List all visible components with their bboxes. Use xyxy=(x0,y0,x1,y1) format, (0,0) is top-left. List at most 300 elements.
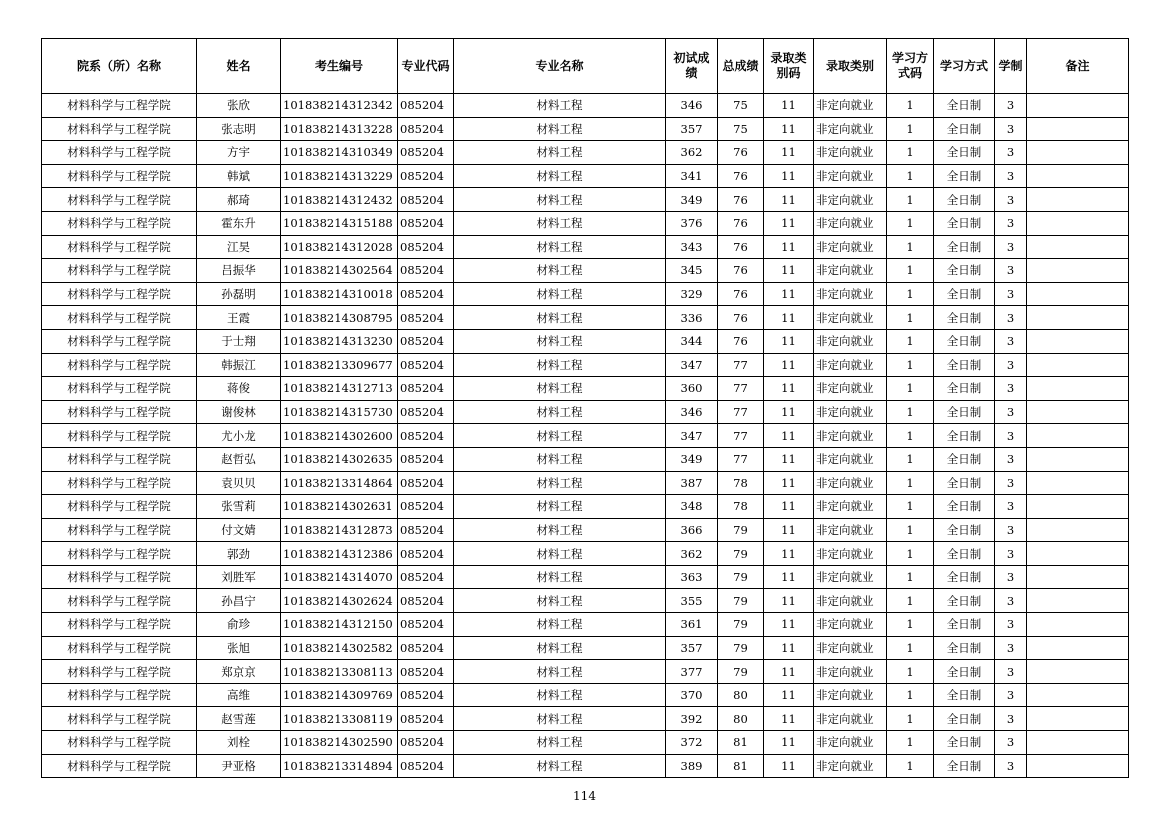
prelim-score-cell: 349 xyxy=(666,447,718,471)
prelim-score-cell: 336 xyxy=(666,306,718,330)
prelim-score-cell: 376 xyxy=(666,211,718,235)
table-row xyxy=(42,211,1129,235)
table-row xyxy=(42,94,1129,118)
duration-cell: 3 xyxy=(995,424,1027,448)
major-name-cell: 材料工程 xyxy=(454,211,666,235)
department-cell: 材料科学与工程学院 xyxy=(42,542,197,566)
page-number: 114 xyxy=(573,789,596,803)
study-mode-cell: 全日制 xyxy=(934,731,995,755)
major-name-cell: 材料工程 xyxy=(454,306,666,330)
major-name-cell: 材料工程 xyxy=(454,282,666,306)
duration-cell: 3 xyxy=(995,400,1027,424)
remarks-cell xyxy=(1027,164,1129,188)
admission-type-cell: 非定向就业 xyxy=(814,683,887,707)
study-mode-cell: 全日制 xyxy=(934,707,995,731)
major-code-cell: 085204 xyxy=(398,377,454,401)
remarks-cell xyxy=(1027,447,1129,471)
name-cell: 付文婧 xyxy=(197,518,281,542)
department-cell: 材料科学与工程学院 xyxy=(42,211,197,235)
prelim-score-cell: 347 xyxy=(666,353,718,377)
department-cell: 材料科学与工程学院 xyxy=(42,329,197,353)
remarks-cell xyxy=(1027,235,1129,259)
table-body xyxy=(42,94,1129,778)
admission-type-code-cell: 11 xyxy=(764,117,814,141)
admission-type-cell: 非定向就业 xyxy=(814,117,887,141)
prelim-score-cell: 370 xyxy=(666,683,718,707)
major-code-cell: 085204 xyxy=(398,306,454,330)
major-name-cell: 材料工程 xyxy=(454,471,666,495)
study-mode-code-cell: 1 xyxy=(887,683,934,707)
name-cell: 俞珍 xyxy=(197,613,281,637)
prelim-score-cell: 357 xyxy=(666,117,718,141)
exam-id-cell: 101838214302600 xyxy=(281,424,398,448)
prelim-score-cell: 361 xyxy=(666,613,718,637)
study-mode-cell: 全日制 xyxy=(934,636,995,660)
major-code-cell: 085204 xyxy=(398,282,454,306)
exam-id-cell: 101838214312342 xyxy=(281,94,398,118)
table-row xyxy=(42,141,1129,165)
admission-type-code-cell: 11 xyxy=(764,377,814,401)
name-cell: 袁贝贝 xyxy=(197,471,281,495)
prelim-score-cell: 346 xyxy=(666,400,718,424)
duration-cell: 3 xyxy=(995,377,1027,401)
department-cell: 材料科学与工程学院 xyxy=(42,282,197,306)
study-mode-code-cell: 1 xyxy=(887,731,934,755)
exam-id-cell: 101838214308795 xyxy=(281,306,398,330)
study-mode-cell: 全日制 xyxy=(934,400,995,424)
total-score-cell: 79 xyxy=(718,636,764,660)
department-cell: 材料科学与工程学院 xyxy=(42,141,197,165)
name-cell: 于士翔 xyxy=(197,329,281,353)
name-cell: 刘栓 xyxy=(197,731,281,755)
table-row xyxy=(42,613,1129,637)
total-score-cell: 75 xyxy=(718,94,764,118)
study-mode-code-cell: 1 xyxy=(887,636,934,660)
department-cell: 材料科学与工程学院 xyxy=(42,306,197,330)
exam-id-cell: 101838214310018 xyxy=(281,282,398,306)
study-mode-cell: 全日制 xyxy=(934,495,995,519)
department-cell: 材料科学与工程学院 xyxy=(42,518,197,542)
total-score-cell: 76 xyxy=(718,164,764,188)
duration-cell: 3 xyxy=(995,754,1027,778)
prelim-score-cell: 348 xyxy=(666,495,718,519)
study-mode-cell: 全日制 xyxy=(934,424,995,448)
major-code-cell: 085204 xyxy=(398,495,454,519)
header-duration: 学制 xyxy=(995,39,1027,94)
exam-id-cell: 101838214314070 xyxy=(281,565,398,589)
major-name-cell: 材料工程 xyxy=(454,94,666,118)
admission-type-cell: 非定向就业 xyxy=(814,188,887,212)
major-name-cell: 材料工程 xyxy=(454,731,666,755)
remarks-cell xyxy=(1027,754,1129,778)
table-row xyxy=(42,542,1129,566)
major-code-cell: 085204 xyxy=(398,518,454,542)
study-mode-code-cell: 1 xyxy=(887,660,934,684)
study-mode-cell: 全日制 xyxy=(934,518,995,542)
header-admission-type-code: 录取类别码 xyxy=(764,39,814,94)
total-score-cell: 76 xyxy=(718,188,764,212)
study-mode-code-cell: 1 xyxy=(887,471,934,495)
major-code-cell: 085204 xyxy=(398,613,454,637)
major-name-cell: 材料工程 xyxy=(454,707,666,731)
major-name-cell: 材料工程 xyxy=(454,377,666,401)
prelim-score-cell: 355 xyxy=(666,589,718,613)
total-score-cell: 76 xyxy=(718,282,764,306)
prelim-score-cell: 344 xyxy=(666,329,718,353)
remarks-cell xyxy=(1027,259,1129,283)
remarks-cell xyxy=(1027,683,1129,707)
total-score-cell: 78 xyxy=(718,471,764,495)
major-name-cell: 材料工程 xyxy=(454,117,666,141)
remarks-cell xyxy=(1027,565,1129,589)
total-score-cell: 77 xyxy=(718,353,764,377)
major-name-cell: 材料工程 xyxy=(454,542,666,566)
major-name-cell: 材料工程 xyxy=(454,329,666,353)
study-mode-cell: 全日制 xyxy=(934,353,995,377)
exam-id-cell: 101838214312386 xyxy=(281,542,398,566)
prelim-score-cell: 349 xyxy=(666,188,718,212)
prelim-score-cell: 366 xyxy=(666,518,718,542)
table-row xyxy=(42,731,1129,755)
duration-cell: 3 xyxy=(995,447,1027,471)
major-code-cell: 085204 xyxy=(398,329,454,353)
major-code-cell: 085204 xyxy=(398,754,454,778)
remarks-cell xyxy=(1027,518,1129,542)
admission-type-code-cell: 11 xyxy=(764,164,814,188)
admission-type-cell: 非定向就业 xyxy=(814,424,887,448)
major-name-cell: 材料工程 xyxy=(454,188,666,212)
department-cell: 材料科学与工程学院 xyxy=(42,707,197,731)
exam-id-cell: 101838214315730 xyxy=(281,400,398,424)
major-code-cell: 085204 xyxy=(398,660,454,684)
major-code-cell: 085204 xyxy=(398,235,454,259)
duration-cell: 3 xyxy=(995,542,1027,566)
total-score-cell: 79 xyxy=(718,589,764,613)
remarks-cell xyxy=(1027,282,1129,306)
name-cell: 韩振江 xyxy=(197,353,281,377)
duration-cell: 3 xyxy=(995,259,1027,283)
study-mode-cell: 全日制 xyxy=(934,306,995,330)
department-cell: 材料科学与工程学院 xyxy=(42,495,197,519)
total-score-cell: 76 xyxy=(718,235,764,259)
admission-type-code-cell: 11 xyxy=(764,565,814,589)
study-mode-code-cell: 1 xyxy=(887,424,934,448)
remarks-cell xyxy=(1027,613,1129,637)
admission-type-code-cell: 11 xyxy=(764,589,814,613)
study-mode-code-cell: 1 xyxy=(887,589,934,613)
header-study-mode: 学习方式 xyxy=(934,39,995,94)
study-mode-cell: 全日制 xyxy=(934,447,995,471)
department-cell: 材料科学与工程学院 xyxy=(42,636,197,660)
study-mode-cell: 全日制 xyxy=(934,377,995,401)
table-row xyxy=(42,660,1129,684)
remarks-cell xyxy=(1027,353,1129,377)
exam-id-cell: 101838214312873 xyxy=(281,518,398,542)
study-mode-cell: 全日制 xyxy=(934,660,995,684)
exam-id-cell: 101838213314864 xyxy=(281,471,398,495)
study-mode-code-cell: 1 xyxy=(887,447,934,471)
total-score-cell: 80 xyxy=(718,683,764,707)
total-score-cell: 76 xyxy=(718,259,764,283)
major-code-cell: 085204 xyxy=(398,141,454,165)
major-name-cell: 材料工程 xyxy=(454,754,666,778)
department-cell: 材料科学与工程学院 xyxy=(42,400,197,424)
table-row xyxy=(42,471,1129,495)
table-row xyxy=(42,235,1129,259)
header-name: 姓名 xyxy=(197,39,281,94)
department-cell: 材料科学与工程学院 xyxy=(42,447,197,471)
prelim-score-cell: 343 xyxy=(666,235,718,259)
department-cell: 材料科学与工程学院 xyxy=(42,117,197,141)
admission-type-cell: 非定向就业 xyxy=(814,329,887,353)
duration-cell: 3 xyxy=(995,211,1027,235)
admission-type-cell: 非定向就业 xyxy=(814,259,887,283)
study-mode-code-cell: 1 xyxy=(887,400,934,424)
table-row xyxy=(42,329,1129,353)
duration-cell: 3 xyxy=(995,235,1027,259)
major-code-cell: 085204 xyxy=(398,164,454,188)
total-score-cell: 76 xyxy=(718,211,764,235)
admission-type-code-cell: 11 xyxy=(764,211,814,235)
admission-type-code-cell: 11 xyxy=(764,400,814,424)
study-mode-code-cell: 1 xyxy=(887,164,934,188)
department-cell: 材料科学与工程学院 xyxy=(42,683,197,707)
study-mode-cell: 全日制 xyxy=(934,259,995,283)
department-cell: 材料科学与工程学院 xyxy=(42,731,197,755)
study-mode-code-cell: 1 xyxy=(887,329,934,353)
duration-cell: 3 xyxy=(995,141,1027,165)
major-name-cell: 材料工程 xyxy=(454,424,666,448)
table-row xyxy=(42,754,1129,778)
prelim-score-cell: 363 xyxy=(666,565,718,589)
admission-type-cell: 非定向就业 xyxy=(814,141,887,165)
remarks-cell xyxy=(1027,94,1129,118)
duration-cell: 3 xyxy=(995,282,1027,306)
admission-type-cell: 非定向就业 xyxy=(814,613,887,637)
header-prelim-score: 初试成绩 xyxy=(666,39,718,94)
admission-type-cell: 非定向就业 xyxy=(814,353,887,377)
prelim-score-cell: 357 xyxy=(666,636,718,660)
name-cell: 孙昌宁 xyxy=(197,589,281,613)
remarks-cell xyxy=(1027,589,1129,613)
admission-type-cell: 非定向就业 xyxy=(814,377,887,401)
major-code-cell: 085204 xyxy=(398,117,454,141)
admission-type-cell: 非定向就业 xyxy=(814,306,887,330)
study-mode-code-cell: 1 xyxy=(887,613,934,637)
exam-id-cell: 101838214302631 xyxy=(281,495,398,519)
major-code-cell: 085204 xyxy=(398,400,454,424)
exam-id-cell: 101838214315188 xyxy=(281,211,398,235)
name-cell: 尹亚格 xyxy=(197,754,281,778)
duration-cell: 3 xyxy=(995,589,1027,613)
remarks-cell xyxy=(1027,424,1129,448)
header-major-name: 专业名称 xyxy=(454,39,666,94)
admission-type-code-cell: 11 xyxy=(764,613,814,637)
prelim-score-cell: 387 xyxy=(666,471,718,495)
department-cell: 材料科学与工程学院 xyxy=(42,613,197,637)
exam-id-cell: 101838214302582 xyxy=(281,636,398,660)
admission-table xyxy=(41,38,1129,778)
duration-cell: 3 xyxy=(995,329,1027,353)
major-code-cell: 085204 xyxy=(398,589,454,613)
exam-id-cell: 101838213308119 xyxy=(281,707,398,731)
prelim-score-cell: 372 xyxy=(666,731,718,755)
admission-type-code-cell: 11 xyxy=(764,471,814,495)
table-row xyxy=(42,306,1129,330)
admission-type-cell: 非定向就业 xyxy=(814,589,887,613)
name-cell: 高维 xyxy=(197,683,281,707)
duration-cell: 3 xyxy=(995,707,1027,731)
admission-type-code-cell: 11 xyxy=(764,329,814,353)
prelim-score-cell: 329 xyxy=(666,282,718,306)
table-row xyxy=(42,495,1129,519)
admission-type-cell: 非定向就业 xyxy=(814,707,887,731)
admission-type-code-cell: 11 xyxy=(764,424,814,448)
exam-id-cell: 101838214313228 xyxy=(281,117,398,141)
header-admission-type: 录取类别 xyxy=(814,39,887,94)
admission-type-cell: 非定向就业 xyxy=(814,235,887,259)
major-name-cell: 材料工程 xyxy=(454,259,666,283)
major-code-cell: 085204 xyxy=(398,259,454,283)
table-row xyxy=(42,400,1129,424)
admission-type-cell: 非定向就业 xyxy=(814,447,887,471)
table-row xyxy=(42,377,1129,401)
header-exam-id: 考生编号 xyxy=(281,39,398,94)
major-name-cell: 材料工程 xyxy=(454,447,666,471)
admission-type-code-cell: 11 xyxy=(764,495,814,519)
department-cell: 材料科学与工程学院 xyxy=(42,660,197,684)
exam-id-cell: 101838213309677 xyxy=(281,353,398,377)
header-department: 院系（所）名称 xyxy=(42,39,197,94)
study-mode-cell: 全日制 xyxy=(934,211,995,235)
table-row xyxy=(42,282,1129,306)
duration-cell: 3 xyxy=(995,495,1027,519)
department-cell: 材料科学与工程学院 xyxy=(42,94,197,118)
duration-cell: 3 xyxy=(995,660,1027,684)
prelim-score-cell: 362 xyxy=(666,141,718,165)
duration-cell: 3 xyxy=(995,306,1027,330)
header-remarks: 备注 xyxy=(1027,39,1129,94)
study-mode-cell: 全日制 xyxy=(934,94,995,118)
total-score-cell: 77 xyxy=(718,377,764,401)
department-cell: 材料科学与工程学院 xyxy=(42,164,197,188)
remarks-cell xyxy=(1027,400,1129,424)
total-score-cell: 79 xyxy=(718,660,764,684)
exam-id-cell: 101838214302590 xyxy=(281,731,398,755)
remarks-cell xyxy=(1027,306,1129,330)
name-cell: 江昊 xyxy=(197,235,281,259)
admission-type-code-cell: 11 xyxy=(764,754,814,778)
prelim-score-cell: 392 xyxy=(666,707,718,731)
major-name-cell: 材料工程 xyxy=(454,353,666,377)
study-mode-code-cell: 1 xyxy=(887,188,934,212)
prelim-score-cell: 362 xyxy=(666,542,718,566)
exam-id-cell: 101838214302564 xyxy=(281,259,398,283)
total-score-cell: 77 xyxy=(718,447,764,471)
table-row xyxy=(42,447,1129,471)
table-row xyxy=(42,636,1129,660)
department-cell: 材料科学与工程学院 xyxy=(42,754,197,778)
major-name-cell: 材料工程 xyxy=(454,495,666,519)
exam-id-cell: 101838214313229 xyxy=(281,164,398,188)
study-mode-cell: 全日制 xyxy=(934,188,995,212)
exam-id-cell: 101838213308113 xyxy=(281,660,398,684)
admission-type-cell: 非定向就业 xyxy=(814,471,887,495)
remarks-cell xyxy=(1027,141,1129,165)
admission-type-code-cell: 11 xyxy=(764,636,814,660)
study-mode-cell: 全日制 xyxy=(934,542,995,566)
department-cell: 材料科学与工程学院 xyxy=(42,188,197,212)
admission-type-code-cell: 11 xyxy=(764,282,814,306)
department-cell: 材料科学与工程学院 xyxy=(42,471,197,495)
admission-type-cell: 非定向就业 xyxy=(814,282,887,306)
department-cell: 材料科学与工程学院 xyxy=(42,565,197,589)
department-cell: 材料科学与工程学院 xyxy=(42,424,197,448)
admission-type-cell: 非定向就业 xyxy=(814,400,887,424)
admission-type-code-cell: 11 xyxy=(764,683,814,707)
study-mode-cell: 全日制 xyxy=(934,589,995,613)
admission-type-code-cell: 11 xyxy=(764,731,814,755)
admission-type-cell: 非定向就业 xyxy=(814,754,887,778)
duration-cell: 3 xyxy=(995,471,1027,495)
study-mode-code-cell: 1 xyxy=(887,306,934,330)
name-cell: 郭劲 xyxy=(197,542,281,566)
remarks-cell xyxy=(1027,377,1129,401)
remarks-cell xyxy=(1027,660,1129,684)
remarks-cell xyxy=(1027,117,1129,141)
study-mode-code-cell: 1 xyxy=(887,282,934,306)
duration-cell: 3 xyxy=(995,94,1027,118)
major-code-cell: 085204 xyxy=(398,471,454,495)
table-row xyxy=(42,707,1129,731)
name-cell: 赵雪莲 xyxy=(197,707,281,731)
name-cell: 郝琦 xyxy=(197,188,281,212)
table-row xyxy=(42,353,1129,377)
department-cell: 材料科学与工程学院 xyxy=(42,589,197,613)
admission-type-code-cell: 11 xyxy=(764,518,814,542)
total-score-cell: 79 xyxy=(718,542,764,566)
remarks-cell xyxy=(1027,495,1129,519)
prelim-score-cell: 377 xyxy=(666,660,718,684)
admission-type-cell: 非定向就业 xyxy=(814,211,887,235)
major-code-cell: 085204 xyxy=(398,94,454,118)
header-study-mode-code: 学习方式码 xyxy=(887,39,934,94)
major-code-cell: 085204 xyxy=(398,542,454,566)
total-score-cell: 79 xyxy=(718,518,764,542)
total-score-cell: 80 xyxy=(718,707,764,731)
major-code-cell: 085204 xyxy=(398,211,454,235)
table-row xyxy=(42,589,1129,613)
exam-id-cell: 101838214312432 xyxy=(281,188,398,212)
remarks-cell xyxy=(1027,731,1129,755)
duration-cell: 3 xyxy=(995,117,1027,141)
study-mode-cell: 全日制 xyxy=(934,141,995,165)
prelim-score-cell: 389 xyxy=(666,754,718,778)
major-code-cell: 085204 xyxy=(398,683,454,707)
study-mode-cell: 全日制 xyxy=(934,164,995,188)
major-name-cell: 材料工程 xyxy=(454,518,666,542)
department-cell: 材料科学与工程学院 xyxy=(42,259,197,283)
total-score-cell: 75 xyxy=(718,117,764,141)
exam-id-cell: 101838214310349 xyxy=(281,141,398,165)
duration-cell: 3 xyxy=(995,683,1027,707)
study-mode-cell: 全日制 xyxy=(934,329,995,353)
major-name-cell: 材料工程 xyxy=(454,400,666,424)
remarks-cell xyxy=(1027,329,1129,353)
total-score-cell: 76 xyxy=(718,141,764,165)
study-mode-code-cell: 1 xyxy=(887,707,934,731)
admission-type-code-cell: 11 xyxy=(764,141,814,165)
